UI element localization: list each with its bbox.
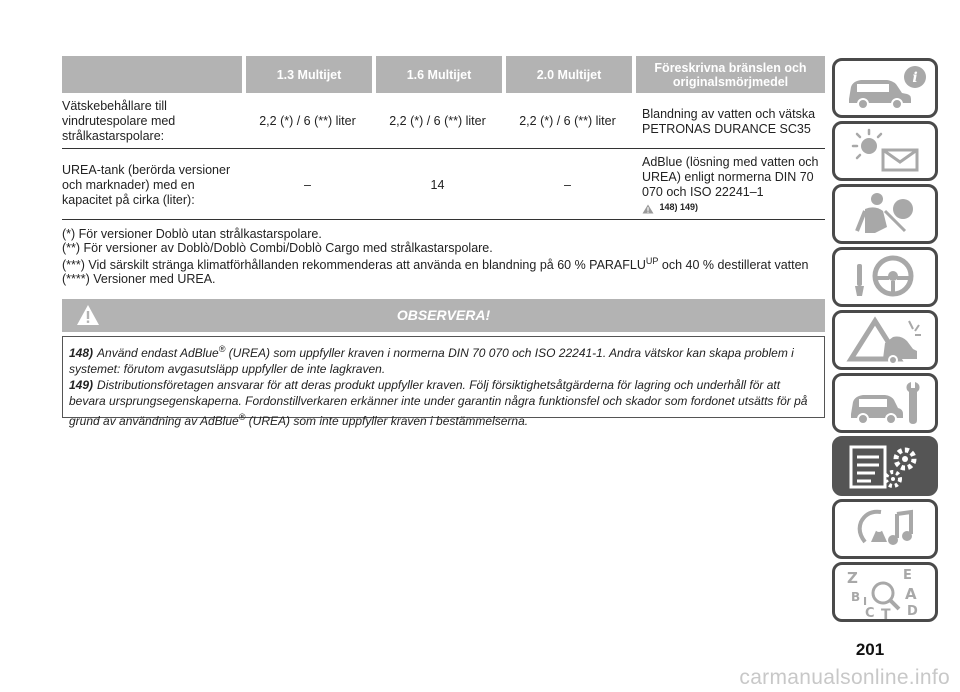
row-label: UREA-tank (berörda versioner och marknader) med en kapacitet på cirka (liter): [62,149,244,220]
tab-starting-driving[interactable] [832,247,938,307]
svg-text:C: C [865,606,875,619]
header-1-6-multijet: 1.6 Multijet [374,56,504,93]
row-label: Vätskebehållare till vindrutespolare med strålkastarspolare: [62,93,244,149]
table-row [62,93,825,149]
warning-triangle-icon [76,304,100,326]
svg-text:Z: Z [847,569,858,587]
value-cell: 2,2 (*) / 6 (**) liter [374,93,504,149]
index-icon [835,565,935,619]
svg-text:T: T [881,607,891,619]
fluid-capacity-table [62,56,825,220]
table-header-row [62,56,825,93]
maintenance-icon [835,376,935,430]
fluid-cell: Blandning av vatten och vätska PETRONAS DURANCE SC35 [634,93,825,149]
multimedia-icon [835,502,935,556]
tab-maintenance[interactable] [832,373,938,433]
note-references[interactable]: 148) 149) [659,202,699,213]
svg-text:i: i [912,70,918,86]
footnote-1: (*) För versioner Doblò utan strålkastarspolare. [62,227,322,241]
value-cell: 2,2 (*) / 6 (**) liter [504,93,634,149]
steering-wheel-icon [835,250,935,304]
header-1-3-multijet: 1.3 Multijet [244,56,374,93]
svg-text:I: I [863,595,868,608]
svg-text:D: D [907,604,918,619]
tab-index[interactable] [832,562,938,622]
table-row [62,149,825,220]
svg-text:E: E [903,568,912,583]
footnote-3: (***) Vid särskilt stränga klimatförhållanden rekommenderas att använda en blandning på 60 % $PARAFLU^{UP}$ och 40 % destillerat vatten [62,256,809,273]
warning-mini-icon [642,203,654,213]
header-empty [62,56,244,93]
value-cell: – [504,149,634,220]
tab-safety[interactable] [832,184,938,244]
tab-warning-lights[interactable] [832,121,938,181]
observera-notes [62,336,825,428]
svg-text:A: A [905,585,917,603]
tab-emergency[interactable] [832,310,938,370]
value-cell: 2,2 (*) / 6 (**) liter [244,93,374,149]
tab-car-info[interactable] [832,58,938,118]
page-number: 201 [855,640,885,659]
value-cell: – [244,149,374,220]
note-149: 149) Distributionsföretagen ansvarar för att deras produkt uppfyller kraven. Följ försiktighetsåtgärderna för lagring och underhåll för att bevara ursprungsegenskaperna. Fordonstillverkaren erkänner inte under garantin några funktionsfel och skador som fordonet utsätts för på grund av användning av AdBlue® (UREA) som inte uppfyller kraven i bestämmelserna. [69,378,808,428]
footnote-4: (****) Versioner med UREA. [62,271,216,286]
header-2-0-multijet: 2.0 Multijet [504,56,634,93]
footnotes [62,228,825,286]
car-info-icon [835,61,935,115]
tab-multimedia[interactable] [832,499,938,559]
airbag-safety-icon [835,187,935,241]
emergency-icon [835,313,935,367]
fluid-cell [634,149,825,220]
header-prescribed-fluids: Föreskrivna bränslen och originalsmörjmedel [634,56,825,93]
footnote-2: (**) För versioner av Doblò/Doblò Combi/Doblò Cargo med strålkastarspolare. [62,240,493,255]
observera-header [62,299,825,332]
value-cell: 14 [374,149,504,220]
technical-data-icon [835,439,935,493]
svg-text:B: B [851,590,861,604]
observera-title: OBSERVERA! [396,307,491,323]
note-148: 148) Använd endast AdBlue® (UREA) som uppfyller kraven i normerna DIN 70 070 och ISO 22241-1. Andra vätskor kan skapa problem i systemet: förutom avgasutsläpp uppfyller de inte lagkraven. [69,344,794,376]
fluid-text: AdBlue (lösning med vatten och UREA) enligt normerna DIN 70 070 och ISO 22241–1 [642,155,819,199]
watermark: carmanualsonline.info [739,666,950,689]
tab-technical-data[interactable] [832,436,938,496]
warning-lights-icon [835,124,935,178]
